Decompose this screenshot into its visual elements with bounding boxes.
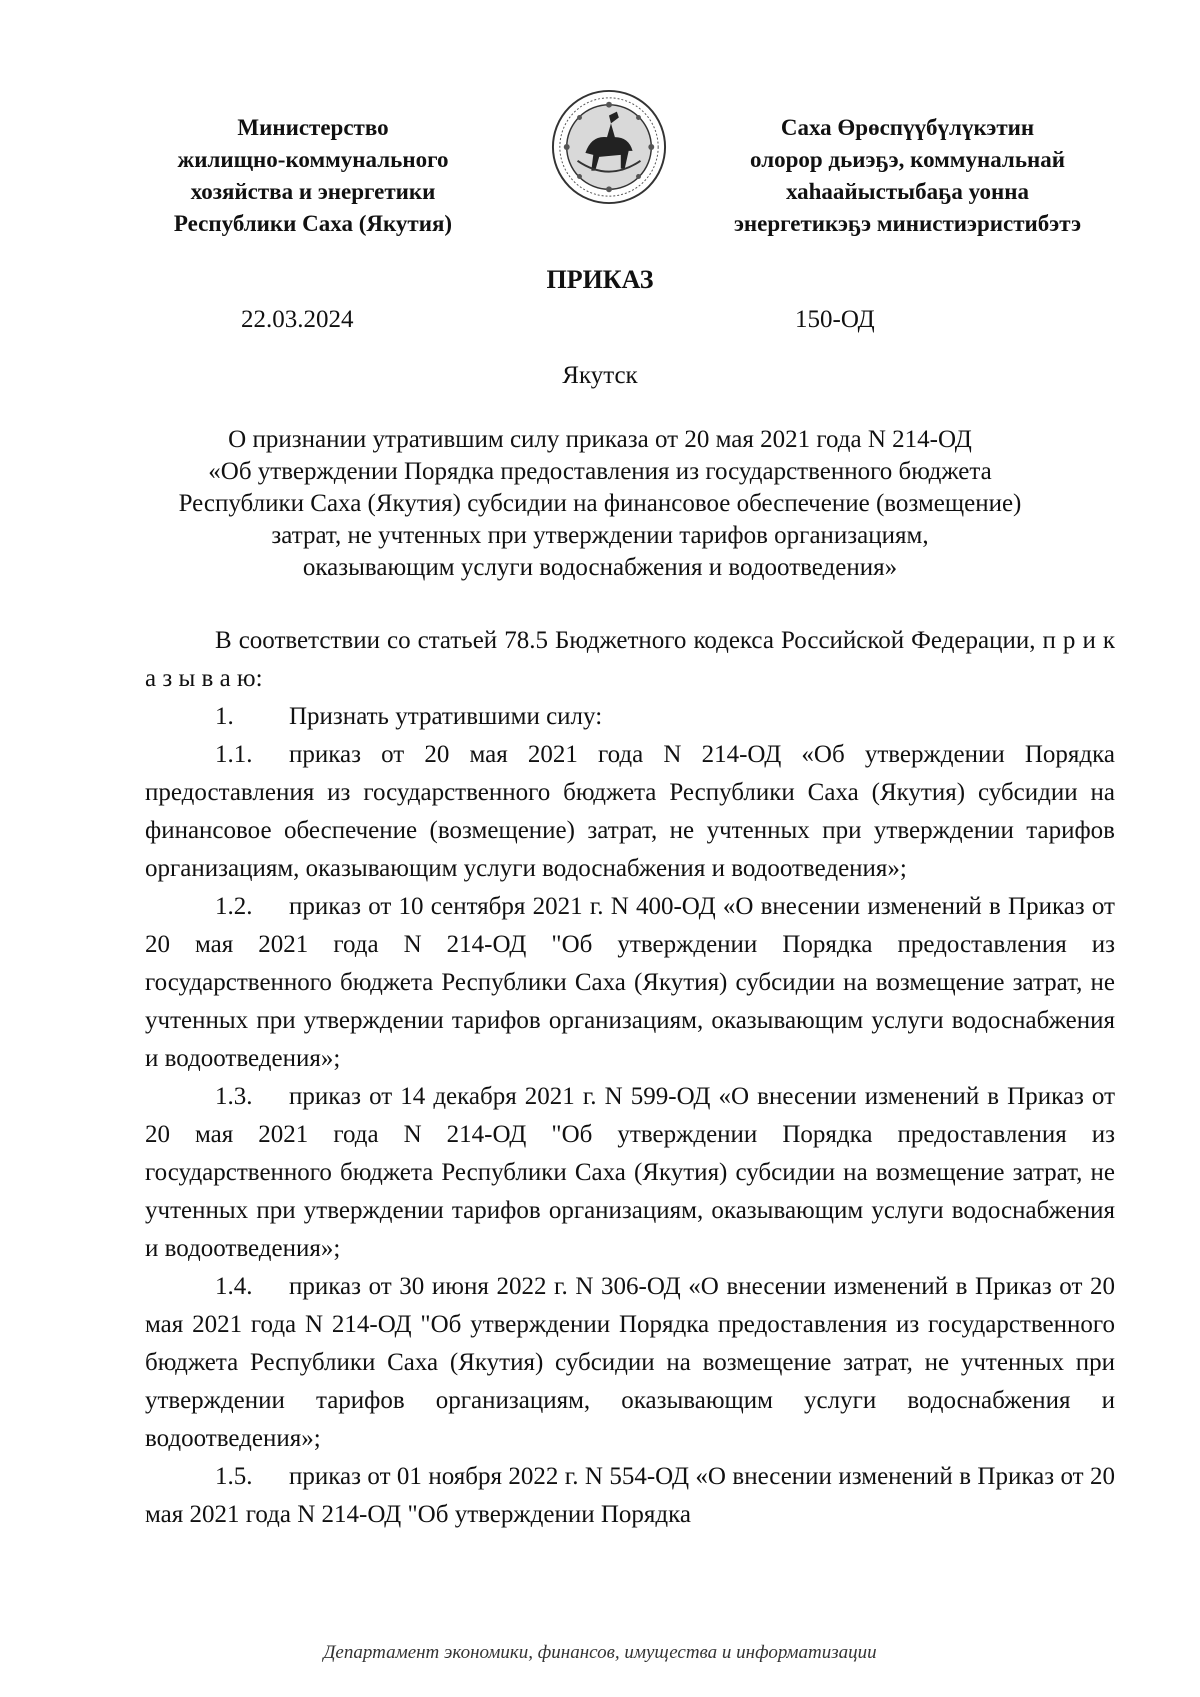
document-subject bbox=[120, 424, 1080, 584]
subject-line: «Об утверждении Порядка предоставления из государственного бюджета bbox=[208, 458, 992, 485]
ministry-line: энергетикэҕэ министиэристибэтэ bbox=[733, 211, 1082, 236]
document-title: ПРИКАЗ bbox=[546, 265, 654, 294]
ministry-line: хаһаайыстыбаҕа уонна bbox=[785, 179, 1030, 204]
item-number: 1.2. bbox=[215, 893, 253, 920]
subject-line: оказывающим услуги водоснабжения и водоотведения» bbox=[302, 554, 898, 581]
ministry-name-russian bbox=[148, 112, 478, 240]
ministry-line: олорор дьиэҕэ, коммунальнай bbox=[750, 147, 1065, 172]
subject-line: затрат, не учтенных при утверждении тарифов организациям, bbox=[271, 522, 929, 549]
document-city: Якутск bbox=[562, 362, 638, 389]
footer-department: Департамент экономики, финансов, имущества и информатизации bbox=[323, 1642, 877, 1663]
list-item bbox=[145, 736, 1115, 888]
item-text: приказ от 01 ноября 2022 г. N 554-ОД «О внесении изменений в Приказ от 20 мая 2021 года N 214-ОД "Об утверждении Порядка bbox=[145, 1463, 1115, 1528]
item-text: приказ от 14 декабря 2021 г. N 599-ОД «О внесении изменений в Приказ от 20 мая 2021 года N 214-ОД "Об утверждении Порядка предоставления из государственного бюджета Республики Саха (Якутия) субсидии на возмещение затрат, не учтенных при утверждении тарифов организациям, оказывающим услуги водоснабжения и водоотведения»; bbox=[145, 1083, 1115, 1262]
subject-line: Республики Саха (Якутия) субсидии на финансовое обеспечение (возмещение) bbox=[178, 490, 1022, 517]
item-number: 1.5. bbox=[215, 1463, 253, 1490]
preamble-paragraph: В соответствии со статьей 78.5 Бюджетного кодекса Российской Федерации, п р и к а з ы в а ю: bbox=[145, 627, 1115, 692]
ministry-line: жилищно-коммунального bbox=[177, 147, 449, 172]
ministry-name-sakha bbox=[710, 112, 1105, 240]
item-number: 1.4. bbox=[215, 1273, 253, 1300]
list-item bbox=[145, 698, 1115, 736]
item-text: Признать утратившими силу: bbox=[289, 703, 603, 730]
list-item bbox=[145, 1078, 1115, 1268]
emblem-icon bbox=[550, 88, 668, 206]
subject-line: О признании утратившим силу приказа от 20 мая 2021 года N 214-ОД bbox=[228, 426, 972, 453]
item-text: приказ от 30 июня 2022 г. N 306-ОД «О внесении изменений в Приказ от 20 мая 2021 года N 214-ОД "Об утверждении Порядка предоставления из государственного бюджета Республики Саха (Якутия) субсидии на возмещение затрат, не учтенных при утверждении тарифов организациям, оказывающим услуги водоснабжения и водоотведения»; bbox=[145, 1273, 1115, 1452]
document-body bbox=[145, 622, 1115, 1534]
list-item bbox=[145, 1458, 1115, 1534]
document-date: 22.03.2024 bbox=[241, 306, 354, 333]
item-number: 1.3. bbox=[215, 1083, 253, 1110]
ministry-line: Республики Саха (Якутия) bbox=[173, 211, 453, 236]
ministry-line: хозяйства и энергетики bbox=[190, 179, 436, 204]
item-number: 1. bbox=[215, 703, 234, 730]
item-text: приказ от 10 сентября 2021 г. N 400-ОД «О внесении изменений в Приказ от 20 мая 2021 года N 214-ОД "Об утверждении Порядка предоставления из государственного бюджета Республики Саха (Якутия) субсидии на возмещение затрат, не учтенных при утверждении тарифов организациям, оказывающим услуги водоснабжения и водоотведения»; bbox=[145, 893, 1115, 1072]
ministry-line: Саха Өрөспүүбүлүкэтин bbox=[780, 115, 1035, 140]
item-number: 1.1. bbox=[215, 741, 253, 768]
list-item bbox=[145, 888, 1115, 1078]
document-number: 150-ОД bbox=[795, 306, 875, 333]
list-item bbox=[145, 1268, 1115, 1458]
item-text: приказ от 20 мая 2021 года N 214-ОД «Об утверждении Порядка предоставления из государственного бюджета Республики Саха (Якутия) субсидии на финансовое обеспечение (возмещение) затрат, не учтенных при утверждении тарифов организациям, оказывающим услуги водоснабжения и водоотведения»; bbox=[145, 741, 1115, 882]
ministry-line: Министерство bbox=[237, 115, 389, 140]
